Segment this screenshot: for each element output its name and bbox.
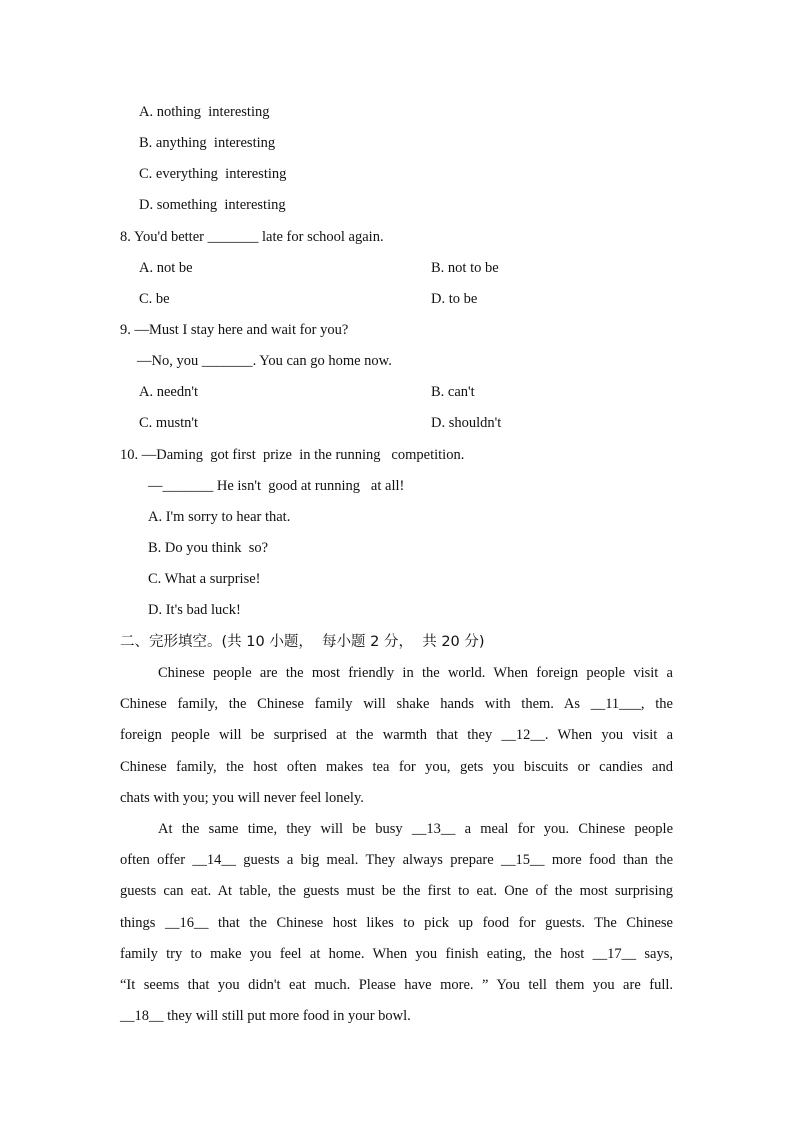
q7-option-a: A. nothing interesting xyxy=(139,104,270,120)
passage-line: guests can eat. At table, the guests must be the first to eat. One of the most surprising xyxy=(120,883,673,900)
passage-line: Chinese people are the most friendly in the world. When foreign people visit a xyxy=(158,665,673,681)
passage-line: things __16__ that the Chinese host likes to pick up food for guests. The Chinese xyxy=(120,914,673,931)
q9-option-a: A. needn't xyxy=(139,384,198,400)
passage-line: often offer __14__ guests a big meal. They always prepare __15__ more food than the xyxy=(120,852,673,869)
q8-option-a: A. not be xyxy=(139,260,193,276)
q10-option-c: C. What a surprise! xyxy=(148,571,261,587)
q8-option-b: B. not to be xyxy=(431,260,499,276)
q10-option-d: D. It's bad luck! xyxy=(148,602,241,618)
q10-stem-1: 10. —Daming got first prize in the running competition. xyxy=(120,447,465,463)
q8-stem: 8. You'd better _______ late for school again. xyxy=(120,229,384,245)
q9-stem-1: 9. —Must I stay here and wait for you? xyxy=(120,322,349,338)
passage-line: Chinese family, the host often makes tea for you, gets you biscuits or candies and xyxy=(120,758,673,775)
q10-option-b: B. Do you think so? xyxy=(148,540,269,556)
q9-stem-2: —No, you _______. You can go home now. xyxy=(137,353,392,369)
passage-line: At the same time, they will be busy __13__ a meal for you. Chinese people xyxy=(158,821,673,837)
passage-line: Chinese family, the Chinese family will shake hands with them. As __11___, the xyxy=(120,696,673,713)
passage-paragraph-1 xyxy=(120,658,673,814)
passage-line: foreign people will be surprised at the warmth that they __12__. When you visit a xyxy=(120,727,673,744)
q8-option-d: D. to be xyxy=(431,291,478,307)
q7-option-c: C. everything interesting xyxy=(139,166,287,182)
q9-option-c: C. mustn't xyxy=(139,415,199,431)
q7-option-d: D. something interesting xyxy=(139,197,286,213)
q9-option-d: D. shouldn't xyxy=(431,415,502,431)
section-heading: 二、完形填空。(共 10 小题， 每小题 2 分， 共 20 分) xyxy=(120,634,485,650)
q8-option-c: C. be xyxy=(139,291,170,307)
passage-line: __18__ they will still put more food in your bowl. xyxy=(120,1008,411,1025)
passage-paragraph-2 xyxy=(120,814,673,1032)
q7-option-b: B. anything interesting xyxy=(139,135,276,151)
q9-option-b: B. can't xyxy=(431,384,475,400)
q10-stem-2: —_______ He isn't good at running at all! xyxy=(148,478,405,494)
passage-line: chats with you; you will never feel lonely. xyxy=(120,789,364,806)
passage-line: “It seems that you didn't eat much. Please have more. ” You tell them you are full. xyxy=(120,976,673,993)
q10-option-a: A. I'm sorry to hear that. xyxy=(148,509,291,525)
passage-line: family try to make you feel at home. When you finish eating, the host __17__ says, xyxy=(120,945,673,962)
